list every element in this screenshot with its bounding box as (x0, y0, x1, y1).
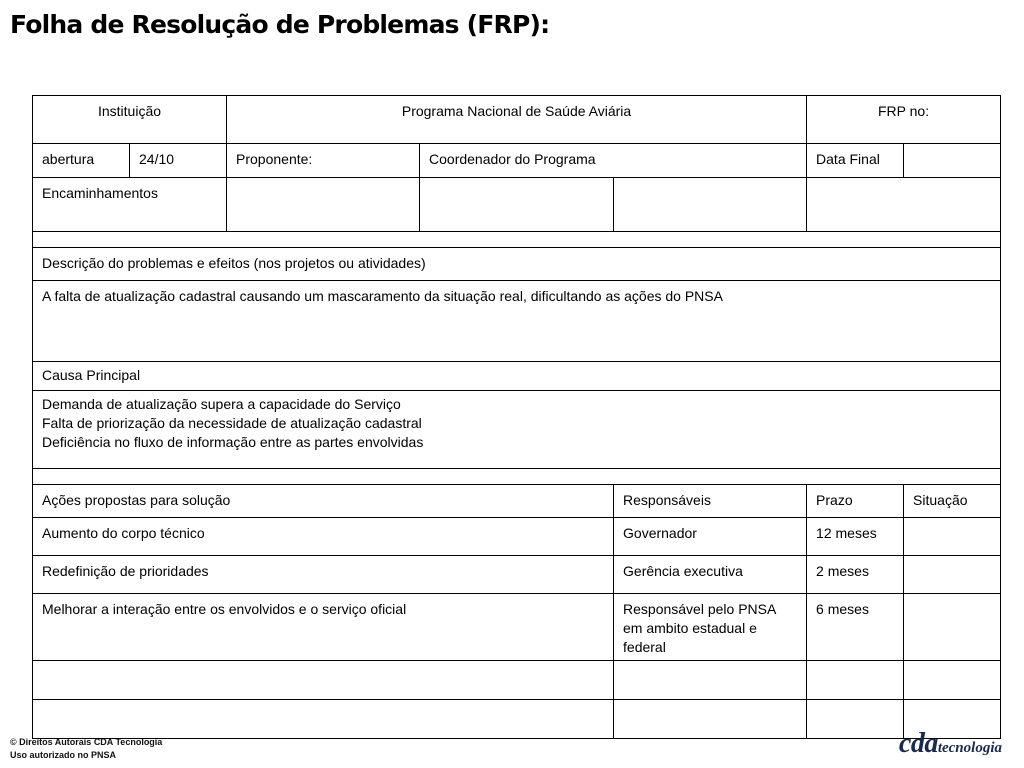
prazo-cell: 12 meses (807, 518, 904, 556)
logo-cda: cda (898, 728, 938, 759)
descricao-text-row (33, 281, 1001, 362)
responsavel-cell: Governador (614, 518, 807, 556)
programa-name: Programa Nacional de Saúde Aviária (227, 96, 807, 144)
situacao-cell (904, 594, 1001, 661)
situacao-header: Situação (904, 485, 1001, 518)
encaminhamentos-cell-2 (420, 178, 614, 232)
acoes-header-row (33, 485, 1001, 518)
abertura-row (33, 144, 1001, 178)
copyright-footer (10, 736, 162, 762)
causa-text (33, 391, 1001, 469)
causa-text-row (33, 391, 1001, 469)
frp-number-label: FRP no: (807, 96, 1001, 144)
acoes-header: Ações propostas para solução (33, 485, 614, 518)
cda-logo (899, 728, 1002, 760)
acao-cell (33, 700, 614, 739)
prazo-cell (807, 661, 904, 700)
situacao-cell (904, 661, 1001, 700)
descricao-label: Descrição do problemas e efeitos (nos projetos ou atividades) (33, 248, 1001, 281)
coordenador-value: Coordenador do Programa (420, 144, 807, 178)
responsaveis-header: Responsáveis (614, 485, 807, 518)
causa-line: Deficiência no fluxo de informação entre as partes envolvidas (42, 434, 424, 450)
responsavel-cell: Gerência executiva (614, 556, 807, 594)
encaminhamentos-row (33, 178, 1001, 232)
prazo-cell: 6 meses (807, 594, 904, 661)
spacer-row (33, 232, 1001, 248)
acao-cell: Redefinição de prioridades (33, 556, 614, 594)
copyright-line: © Direitos Autorais CDA Tecnologia (10, 737, 163, 747)
usage-line: Uso autorizado no PNSA (10, 750, 117, 760)
responsavel-cell: Responsável pelo PNSA em ambito estadual e federal (614, 594, 807, 661)
table-row-empty (33, 661, 1001, 700)
prazo-header: Prazo (807, 485, 904, 518)
acao-cell: Aumento do corpo técnico (33, 518, 614, 556)
header-row (33, 96, 1001, 144)
encaminhamentos-cell-3 (614, 178, 807, 232)
data-final-label: Data Final (807, 144, 904, 178)
encaminhamentos-cell-4 (807, 178, 1001, 232)
proponente-label: Proponente: (227, 144, 420, 178)
causa-line: Falta de priorização da necessidade de atualização cadastral (42, 415, 422, 431)
responsavel-cell (614, 700, 807, 739)
table-row (33, 518, 1001, 556)
causa-label-row (33, 362, 1001, 391)
logo-tecnologia: tecnologia (937, 740, 1002, 756)
encaminhamentos-label: Encaminhamentos (33, 178, 227, 232)
responsavel-cell (614, 661, 807, 700)
acao-cell (33, 661, 614, 700)
descricao-label-row (33, 248, 1001, 281)
acao-cell: Melhorar a interação entre os envolvidos e o serviço oficial (33, 594, 614, 661)
descricao-text: A falta de atualização cadastral causando um mascaramento da situação real, dificultando as ações do PNSA (33, 281, 1001, 362)
encaminhamentos-cell-1 (227, 178, 420, 232)
page-title: Folha de Resolução de Problemas (FRP): (10, 10, 550, 39)
frp-table (32, 95, 1001, 739)
abertura-label: abertura (33, 144, 130, 178)
spacer-row (33, 469, 1001, 485)
instituicao-label: Instituição (33, 96, 227, 144)
table-row-empty (33, 700, 1001, 739)
prazo-cell (807, 700, 904, 739)
abertura-value: 24/10 (130, 144, 227, 178)
causa-label: Causa Principal (33, 362, 1001, 391)
table-row (33, 556, 1001, 594)
situacao-cell (904, 556, 1001, 594)
situacao-cell (904, 518, 1001, 556)
causa-line: Demanda de atualização supera a capacidade do Serviço (42, 396, 401, 412)
prazo-cell: 2 meses (807, 556, 904, 594)
data-final-value (904, 144, 1001, 178)
table-row (33, 594, 1001, 661)
